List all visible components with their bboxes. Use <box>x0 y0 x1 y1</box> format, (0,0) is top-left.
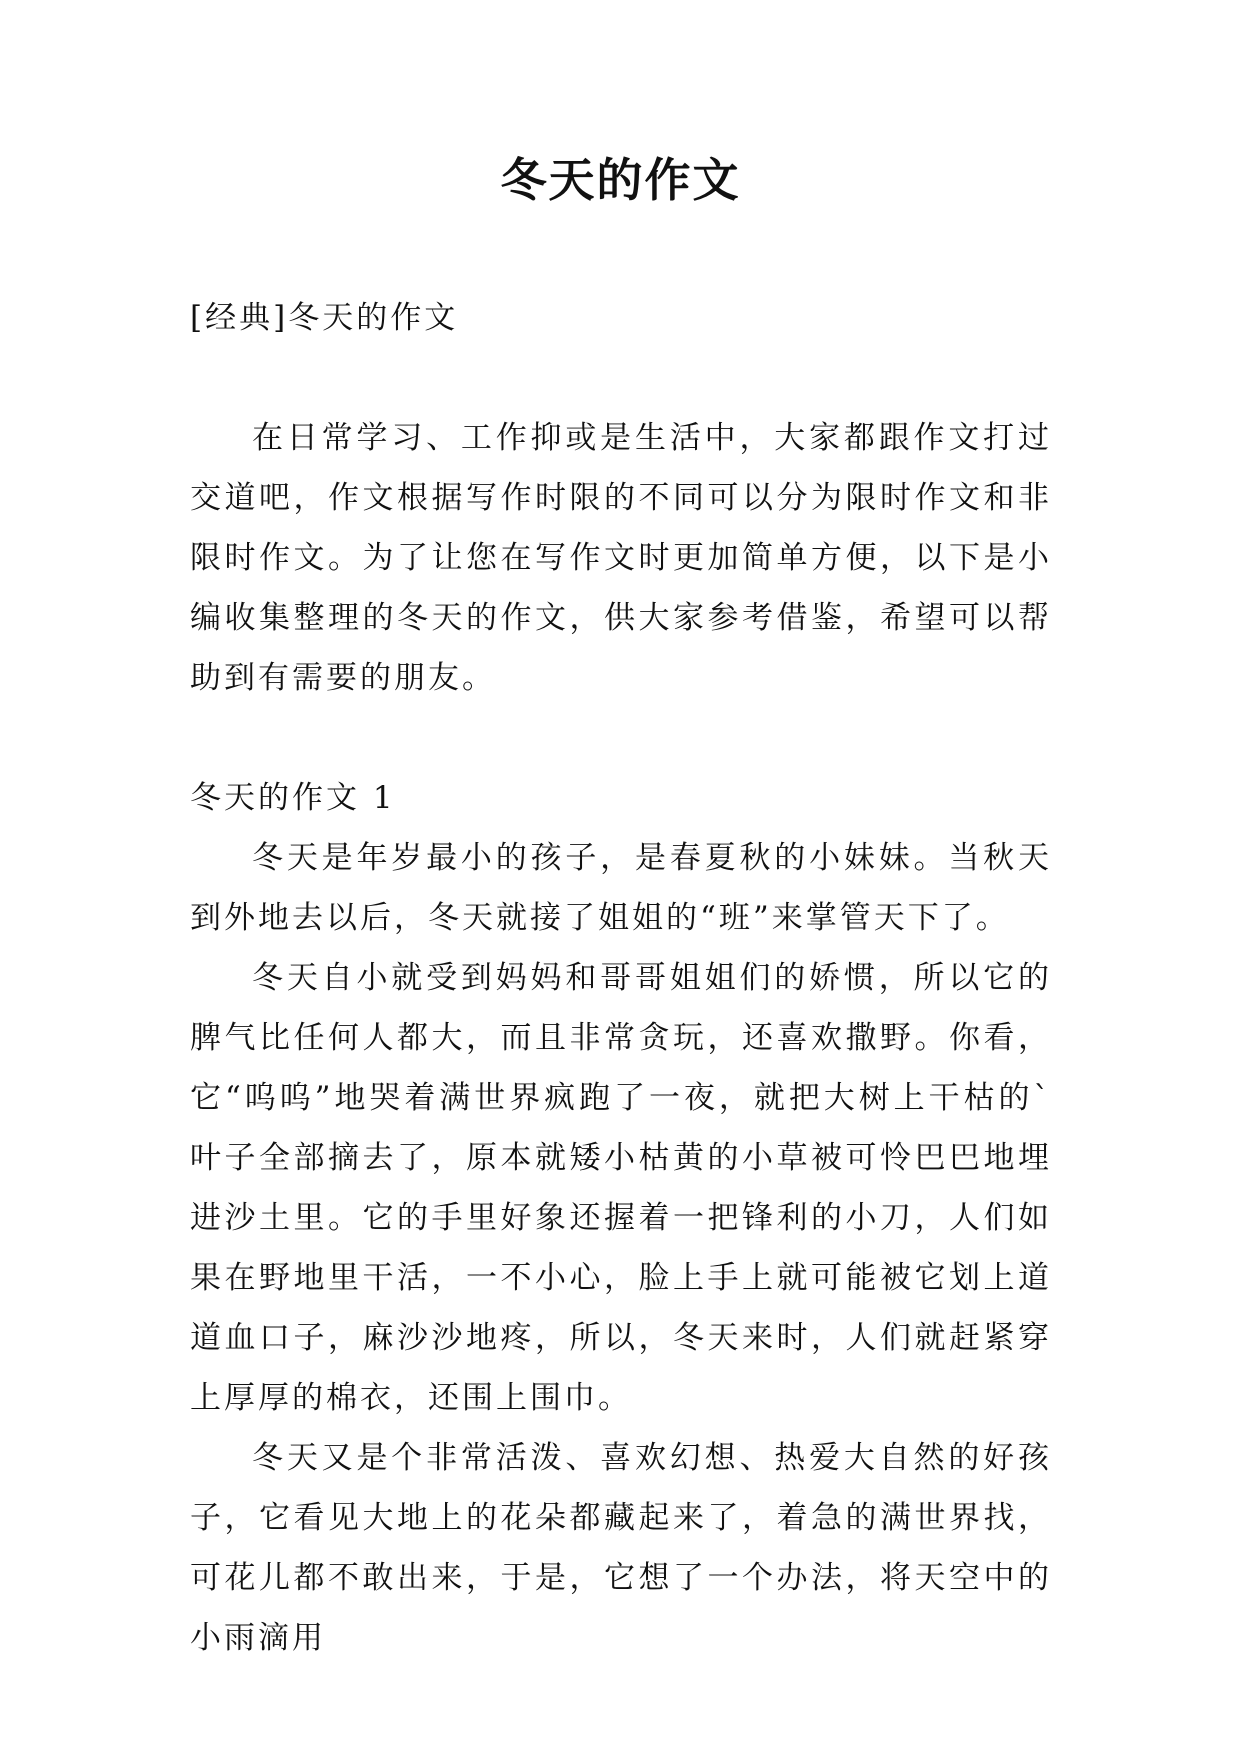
intro-paragraph: 在日常学习、工作抑或是生活中，大家都跟作文打过交道吧，作文根据写作时限的不同可以分为限时作文和非限时作文。为了让您在写作文时更加简单方便，以下是小编收集整理的冬天的作文，供大家参考借鉴，希望可以帮助到有需要的朋友。 <box>190 420 1052 696</box>
paragraph-gap <box>190 708 1052 768</box>
document-subtitle: [经典]冬天的作文 <box>190 300 459 336</box>
body-paragraph-3: 冬天又是个非常活泼、喜欢幻想、热爱大自然的好孩子，它看见大地上的花朵都藏起来了，着急的满世界找，可花儿都不敢出来，于是，它想了一个办法，将天空中的小雨滴用 <box>190 1440 1052 1656</box>
document-body <box>190 408 1052 1668</box>
body-paragraph-2: 冬天自小就受到妈妈和哥哥姐姐们的娇惯，所以它的脾气比任何人都大，而且非常贪玩，还喜欢撒野。你看，它“呜呜”地哭着满世界疯跑了一夜，就把大树上干枯的`叶子全部摘去了，原本就矮小枯黄的小草被可怜巴巴地埋进沙土里。它的手里好象还握着一把锋利的小刀，人们如果在野地里干活，一不小心，脸上手上就可能被它划上道道血口子，麻沙沙地疼，所以，冬天来时，人们就赶紧穿上厚厚的棉衣，还围上围巾。 <box>190 960 1052 1416</box>
body-paragraph-1: 冬天是年岁最小的孩子，是春夏秋的小妹妹。当秋天到外地去以后，冬天就接了姐姐的“班”来掌管天下了。 <box>190 840 1052 936</box>
section-heading: 冬天的作文 1 <box>190 780 396 816</box>
document-title: 冬天的作文 <box>500 153 741 207</box>
